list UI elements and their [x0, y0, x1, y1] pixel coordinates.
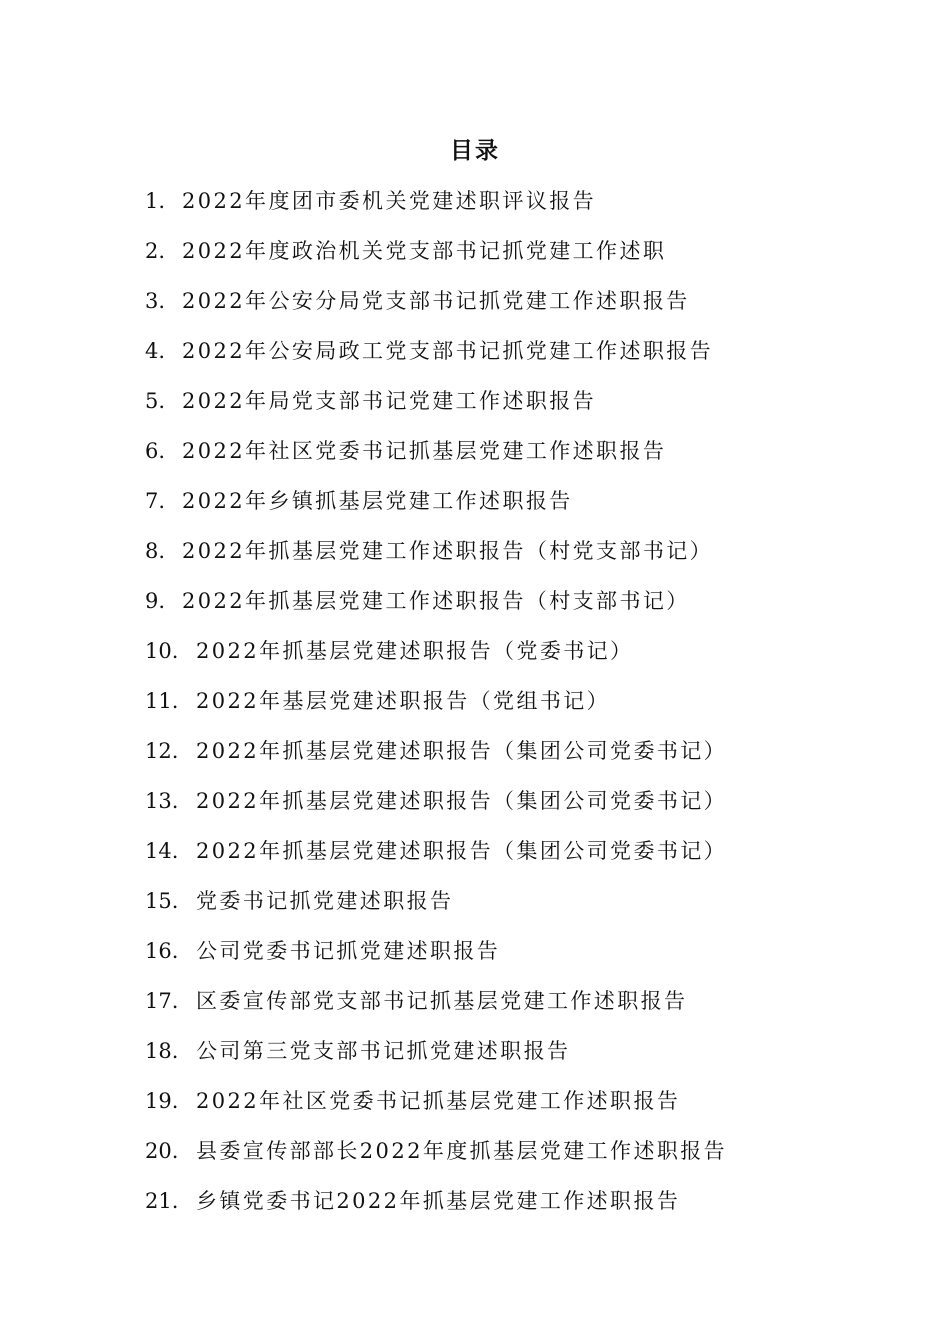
toc-item-number: 13.: [145, 789, 179, 813]
toc-item[interactable]: [145, 476, 905, 526]
toc-item-number: 6.: [145, 439, 166, 463]
table-of-contents: [145, 176, 905, 1226]
toc-item-text: 2022年公安局政工党支部书记抓党建工作述职报告: [182, 339, 714, 363]
toc-item-text: 乡镇党委书记2022年抓基层党建工作述职报告: [196, 1189, 681, 1213]
toc-item-number: 16.: [145, 939, 179, 963]
toc-item-text: 2022年社区党委书记抓基层党建工作述职报告: [182, 439, 667, 463]
toc-item-text: 2022年公安分局党支部书记抓党建工作述职报告: [182, 289, 690, 313]
toc-item-number: 11.: [145, 689, 179, 713]
toc-item-number: 3.: [145, 289, 166, 313]
toc-item[interactable]: [145, 1126, 905, 1176]
toc-item-number: 1.: [145, 189, 166, 213]
toc-item-text: 2022年基层党建述职报告（党组书记）: [196, 689, 611, 713]
toc-item[interactable]: [145, 426, 905, 476]
toc-item[interactable]: [145, 1026, 905, 1076]
toc-item[interactable]: [145, 1076, 905, 1126]
toc-item-text: 2022年度政治机关党支部书记抓党建工作述职: [182, 239, 667, 263]
toc-item[interactable]: [145, 1176, 905, 1226]
toc-item-text: 2022年抓基层党建工作述职报告（村党支部书记）: [182, 539, 714, 563]
toc-item-text: 2022年抓基层党建述职报告（集团公司党委书记）: [196, 789, 728, 813]
toc-item-text: 2022年局党支部书记党建工作述职报告: [182, 389, 597, 413]
toc-item[interactable]: [145, 826, 905, 876]
toc-item-number: 2.: [145, 239, 166, 263]
toc-item[interactable]: [145, 726, 905, 776]
toc-item-text: 区委宣传部党支部书记抓基层党建工作述职报告: [196, 989, 688, 1013]
toc-item-text: 2022年抓基层党建工作述职报告（村支部书记）: [182, 589, 690, 613]
toc-item[interactable]: [145, 976, 905, 1026]
toc-item-text: 2022年社区党委书记抓基层党建工作述职报告: [196, 1089, 681, 1113]
toc-item-number: 19.: [145, 1089, 179, 1113]
toc-item-number: 12.: [145, 739, 179, 763]
toc-item-number: 7.: [145, 489, 166, 513]
toc-item[interactable]: [145, 876, 905, 926]
toc-item-number: 17.: [145, 989, 179, 1013]
toc-item-text: 2022年抓基层党建述职报告（集团公司党委书记）: [196, 739, 728, 763]
toc-item[interactable]: [145, 276, 905, 326]
page-title: 目录: [450, 137, 500, 164]
toc-item[interactable]: [145, 926, 905, 976]
toc-item-number: 14.: [145, 839, 179, 863]
toc-item[interactable]: [145, 526, 905, 576]
toc-item-text: 公司第三党支部书记抓党建述职报告: [196, 1039, 571, 1063]
toc-item-number: 8.: [145, 539, 166, 563]
toc-item-number: 5.: [145, 389, 166, 413]
toc-item-number: 15.: [145, 889, 179, 913]
toc-item-text: 2022年抓基层党建述职报告（集团公司党委书记）: [196, 839, 728, 863]
toc-item-text: 党委书记抓党建述职报告: [196, 889, 454, 913]
toc-item-number: 21.: [145, 1189, 179, 1213]
toc-item[interactable]: [145, 376, 905, 426]
toc-item-text: 2022年乡镇抓基层党建工作述职报告: [182, 489, 573, 513]
toc-item[interactable]: [145, 776, 905, 826]
toc-item-text: 2022年抓基层党建述职报告（党委书记）: [196, 639, 634, 663]
toc-item-number: 9.: [145, 589, 166, 613]
toc-item-text: 县委宣传部部长2022年度抓基层党建工作述职报告: [196, 1139, 728, 1163]
toc-item-number: 20.: [145, 1139, 179, 1163]
toc-item-number: 4.: [145, 339, 166, 363]
toc-item[interactable]: [145, 226, 905, 276]
toc-item[interactable]: [145, 626, 905, 676]
toc-item-text: 公司党委书记抓党建述职报告: [196, 939, 501, 963]
toc-item[interactable]: [145, 176, 905, 226]
toc-item-number: 18.: [145, 1039, 179, 1063]
toc-item[interactable]: [145, 676, 905, 726]
toc-item[interactable]: [145, 576, 905, 626]
toc-item[interactable]: [145, 326, 905, 376]
toc-item-text: 2022年度团市委机关党建述职评议报告: [182, 189, 597, 213]
toc-item-number: 10.: [145, 639, 179, 663]
